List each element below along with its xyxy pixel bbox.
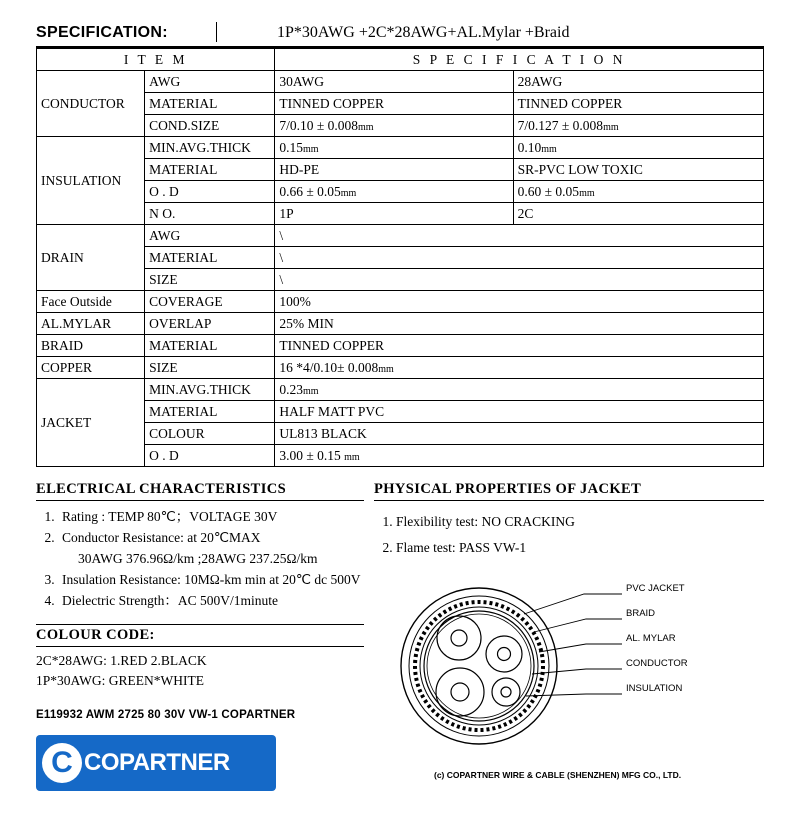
row-value: 30AWG [275,71,513,93]
row-category: CONDUCTOR [37,71,145,137]
row-value: TINNED COPPER [275,93,513,115]
row-item: MATERIAL [145,401,275,423]
colour-code-lines [36,651,364,692]
row-value: 16 *4/0.10± 0.008mm [275,357,764,379]
table-row [37,401,764,423]
row-category: COPPER [37,357,145,379]
table-row [37,181,764,203]
physical-properties-list [374,509,764,560]
row-item: MATERIAL [145,247,275,269]
row-category: BRAID [37,335,145,357]
list-item [58,528,364,570]
list-item [396,535,764,561]
table-row [37,93,764,115]
list-item [58,591,364,612]
row-item: O . D [145,181,275,203]
row-item: O . D [145,445,275,467]
diagram-label-al-mylar: AL. MYLAR [626,633,676,645]
row-value: UL813 BLACK [275,423,764,445]
list-item [58,570,364,591]
certification-text: E119932 AWM 2725 80 30V VW-1 COPARTNER [36,709,296,722]
row-value: HD-PE [275,159,513,181]
row-item: COLOUR [145,423,275,445]
row-value: SR-PVC LOW TOXIC [513,159,763,181]
row-item: MIN.AVG.THICK [145,137,275,159]
unit-label: mm [302,143,319,155]
electrical-item-text: Insulation Resistance: 10MΩ-km min at 20℃ dc 500V [62,571,361,587]
row-category: JACKET [37,379,145,467]
row-item: AWG [145,225,275,247]
row-item: N O. [145,203,275,225]
colour-code-title: COLOUR CODE: [36,624,364,647]
row-value: 0.23mm [275,379,764,401]
row-value: \ [275,247,764,269]
row-value: \ [275,225,764,247]
row-item: MATERIAL [145,159,275,181]
row-category: INSULATION [37,137,145,225]
physical-item-text: Flame test: PASS VW-1 [396,539,527,555]
diagram-label-conductor: CONDUCTOR [626,658,688,670]
logo-c-mark: C [42,743,82,783]
column-header-specification: S P E C I F I C A T I O N [275,49,764,71]
row-category: AL.MYLAR [37,313,145,335]
row-value: 100% [275,291,764,313]
cable-cross-section-diagram [374,574,764,764]
electrical-item-sub: 30AWG 376.96Ω/km ;28AWG 237.25Ω/km [78,550,318,566]
electrical-characteristics-title: ELECTRICAL CHARACTERISTICS [36,481,364,501]
table-row [37,357,764,379]
diagram-label-insulation: INSULATION [626,683,683,695]
row-value: 1P [275,203,513,225]
unit-label: mm [340,187,357,199]
row-value: 25% MIN [275,313,764,335]
row-item: MATERIAL [145,335,275,357]
specification-label: SPECIFICATION: [36,24,168,41]
copyright-text: (c) COPARTNER WIRE & CABLE (SHENZHEN) MFG CO., LTD. [434,770,682,781]
logo-wordmark: COPARTNER [84,749,230,777]
list-item [58,507,364,528]
row-value: 2C [513,203,763,225]
row-item: MIN.AVG.THICK [145,379,275,401]
table-row [37,269,764,291]
row-value: HALF MATT PVC [275,401,764,423]
specification-value: 1P*30AWG +2C*28AWG+AL.Mylar +Braid [277,24,570,41]
list-item [396,509,764,535]
electrical-item-text: Rating : TEMP 80℃；VOLTAGE 30V [62,509,278,524]
row-item: COVERAGE [145,291,275,313]
cable-diagram-svg [374,574,764,759]
table-row [37,247,764,269]
row-value: 7/0.10 ± 0.008mm [275,115,513,137]
unit-label: mm [579,187,595,199]
row-value: TINNED COPPER [275,335,764,357]
diagram-label-pvc-jacket: PVC JACKET [626,583,685,595]
unit-label: mm [344,451,360,463]
row-item: COND.SIZE [145,115,275,137]
bottom-sections [36,481,764,791]
row-item: SIZE [145,269,275,291]
electrical-item-text: Dielectric Strength：AC 500V/1minute [62,592,278,608]
row-item: MATERIAL [145,93,275,115]
row-value: TINNED COPPER [513,93,763,115]
table-row [37,71,764,93]
specification-table [36,48,764,467]
unit-label: mm [541,143,557,155]
row-value: 0.15mm [275,137,513,159]
right-column [364,481,764,791]
unit-label: mm [603,121,619,133]
table-body [37,71,764,467]
table-row [37,115,764,137]
physical-item-text: Flexibility test: NO CRACKING [396,514,575,529]
row-value: 28AWG [513,71,763,93]
row-category: DRAIN [37,225,145,291]
colour-code-line: 1P*30AWG: GREEN*WHITE [36,672,205,688]
table-row [37,445,764,467]
unit-label: mm [358,121,374,133]
copartner-logo [36,735,276,791]
row-value: 3.00 ± 0.15 mm [275,445,764,467]
row-item: SIZE [145,357,275,379]
header [36,22,764,48]
colour-code-line: 2C*28AWG: 1.RED 2.BLACK [36,652,207,668]
table-row [37,159,764,181]
row-item: OVERLAP [145,313,275,335]
header-divider [216,22,217,42]
row-item: AWG [145,71,275,93]
unit-label: mm [378,363,394,375]
row-value: 0.60 ± 0.05mm [513,181,763,203]
table-row [37,379,764,401]
table-row [37,335,764,357]
diagram-label-braid: BRAID [626,608,656,620]
column-header-item: I T E M [37,49,275,71]
row-value: \ [275,269,764,291]
left-column [36,481,364,791]
physical-properties-title: PHYSICAL PROPERTIES OF JACKET [374,481,764,501]
row-value: 7/0.127 ± 0.008mm [513,115,763,137]
table-row [37,203,764,225]
table-row [37,313,764,335]
unit-label: mm [302,385,319,397]
table-row [37,225,764,247]
table-row [37,423,764,445]
row-value: 0.66 ± 0.05mm [275,181,513,203]
electrical-characteristics-list [36,507,364,612]
table-row [37,291,764,313]
row-category: Face Outside [37,291,145,313]
table-row [37,137,764,159]
electrical-item-text: Conductor Resistance: at 20℃MAX [62,529,261,545]
table-header-row [37,49,764,71]
row-value: 0.10mm [513,137,763,159]
